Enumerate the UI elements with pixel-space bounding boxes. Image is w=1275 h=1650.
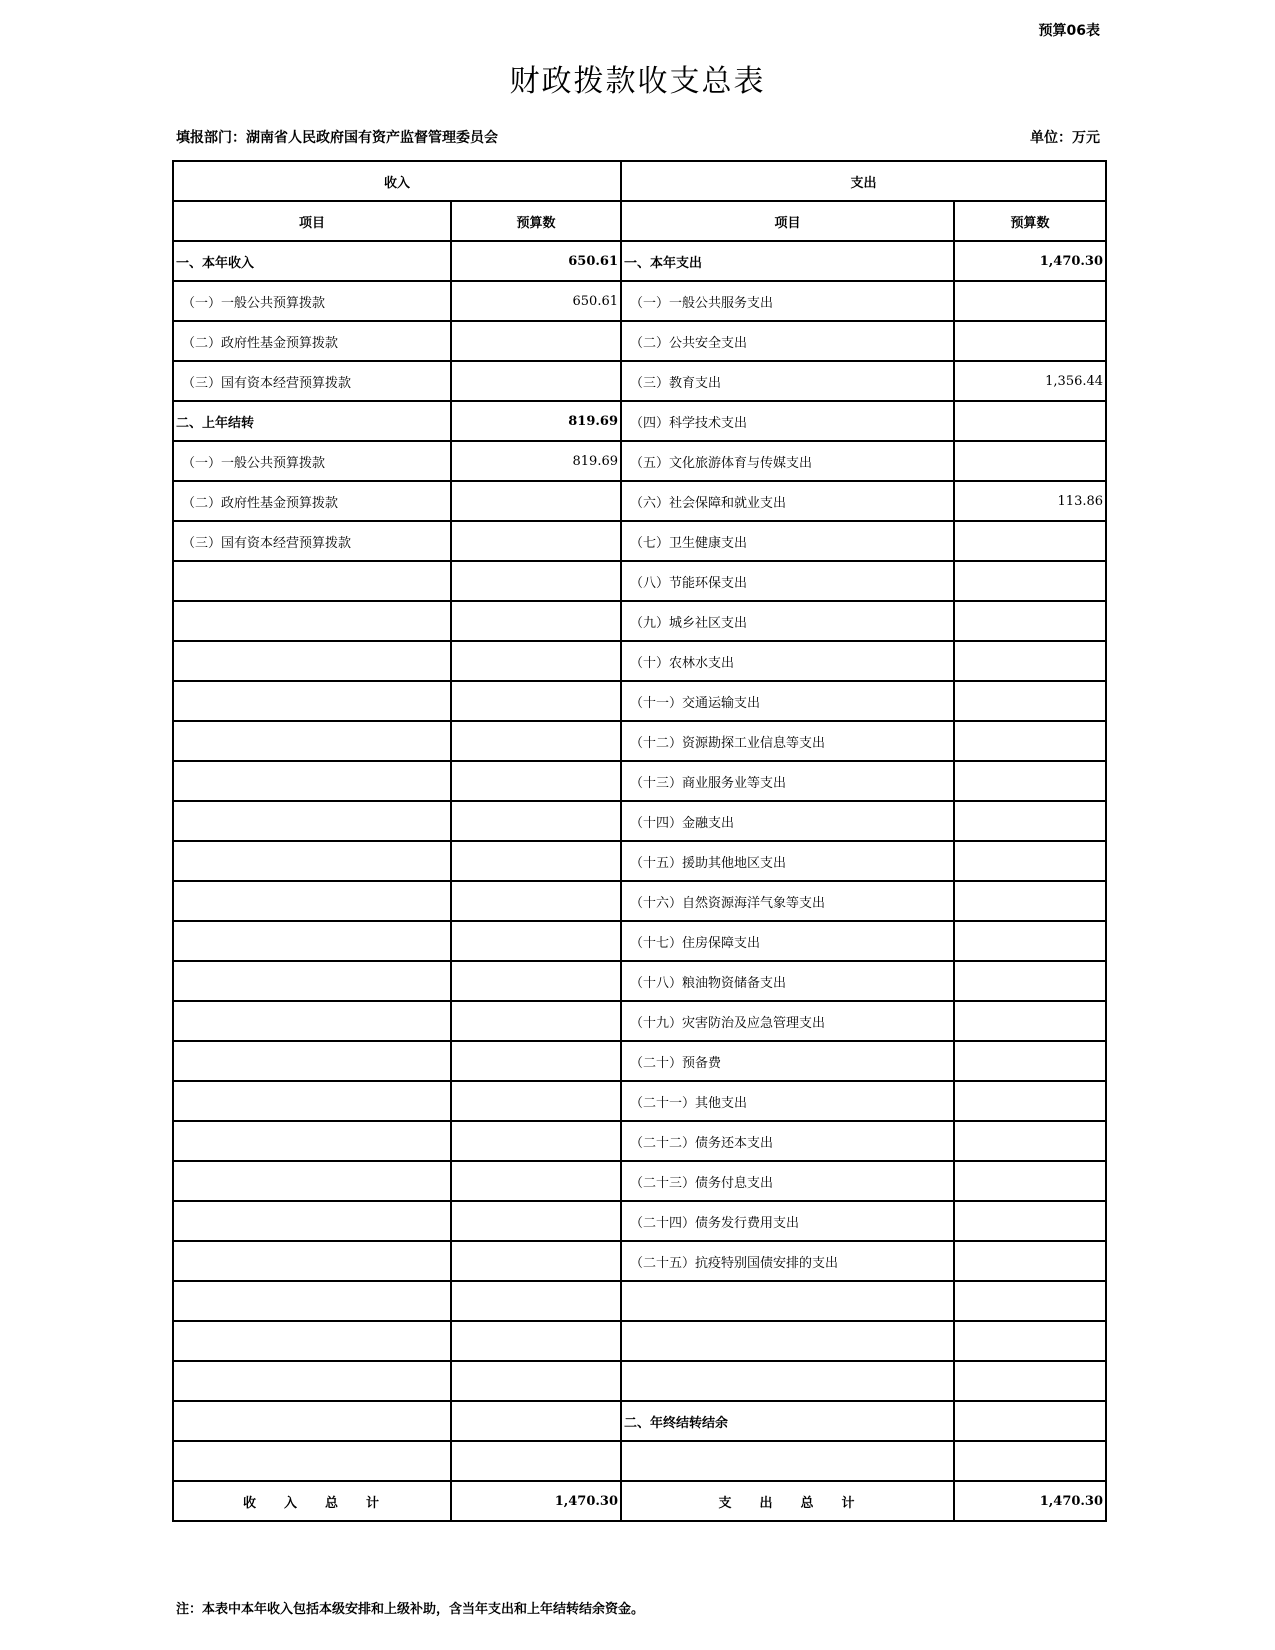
table-row — [173, 881, 1106, 921]
expense-amount-cell: 1,470.30 — [954, 241, 1106, 281]
income-amount-cell — [451, 561, 621, 601]
income-item-cell — [173, 761, 451, 801]
income-item-cell — [173, 1041, 451, 1081]
table-row — [173, 1441, 1106, 1481]
table-row — [173, 1201, 1106, 1241]
expense-amount-cell — [954, 761, 1106, 801]
income-amount-cell — [451, 881, 621, 921]
income-item-cell: （三）国有资本经营预算拨款 — [173, 361, 451, 401]
budget-table — [172, 160, 1107, 1522]
table-row — [173, 321, 1106, 361]
expense-item-cell: （十四）金融支出 — [621, 801, 954, 841]
income-amount-cell — [451, 1361, 621, 1401]
income-item-cell: （二）政府性基金预算拨款 — [173, 321, 451, 361]
expense-section-header: 支出 — [621, 161, 1106, 201]
expense-item-cell: （二十四）债务发行费用支出 — [621, 1201, 954, 1241]
expense-amount-header: 预算数 — [954, 201, 1106, 241]
expense-amount-cell — [954, 601, 1106, 641]
table-row — [173, 1321, 1106, 1361]
expense-item-cell — [621, 1361, 954, 1401]
table-row — [173, 681, 1106, 721]
table-row — [173, 761, 1106, 801]
income-amount-cell — [451, 721, 621, 761]
income-amount-cell: 650.61 — [451, 241, 621, 281]
expense-item-cell: （四）科学技术支出 — [621, 401, 954, 441]
income-amount-cell — [451, 641, 621, 681]
table-row — [173, 1361, 1106, 1401]
income-item-cell — [173, 801, 451, 841]
expense-item-header: 项目 — [621, 201, 954, 241]
income-item-cell — [173, 1081, 451, 1121]
expense-amount-cell — [954, 881, 1106, 921]
income-item-cell — [173, 1281, 451, 1321]
income-item-cell — [173, 961, 451, 1001]
expense-item-cell: （八）节能环保支出 — [621, 561, 954, 601]
income-amount-cell — [451, 1281, 621, 1321]
expense-item-cell: （十七）住房保障支出 — [621, 921, 954, 961]
income-amount-cell — [451, 761, 621, 801]
expense-amount-cell — [954, 1241, 1106, 1281]
expense-item-cell: （二十二）债务还本支出 — [621, 1121, 954, 1161]
expense-item-cell: （二十）预备费 — [621, 1041, 954, 1081]
expense-amount-cell — [954, 1081, 1106, 1121]
income-amount-cell — [451, 921, 621, 961]
income-item-cell: 二、上年结转 — [173, 401, 451, 441]
expense-item-cell: （十五）援助其他地区支出 — [621, 841, 954, 881]
income-amount-header: 预算数 — [451, 201, 621, 241]
income-item-cell: （一）一般公共预算拨款 — [173, 441, 451, 481]
income-amount-cell: 650.61 — [451, 281, 621, 321]
table-row — [173, 721, 1106, 761]
income-item-cell — [173, 1361, 451, 1401]
income-item-cell — [173, 1201, 451, 1241]
expense-amount-cell — [954, 1281, 1106, 1321]
expense-item-cell — [621, 1321, 954, 1361]
expense-item-cell — [621, 1441, 954, 1481]
expense-amount-cell — [954, 521, 1106, 561]
expense-amount-cell — [954, 1321, 1106, 1361]
income-item-cell: （三）国有资本经营预算拨款 — [173, 521, 451, 561]
table-row — [173, 1161, 1106, 1201]
income-amount-cell — [451, 601, 621, 641]
table-row — [173, 481, 1106, 521]
table-row — [173, 1041, 1106, 1081]
income-item-cell — [173, 1001, 451, 1041]
expense-item-cell: 一、本年支出 — [621, 241, 954, 281]
expense-item-cell: （十六）自然资源海洋气象等支出 — [621, 881, 954, 921]
income-item-cell: （二）政府性基金预算拨款 — [173, 481, 451, 521]
income-amount-cell — [451, 1401, 621, 1441]
income-item-cell — [173, 1321, 451, 1361]
table-row — [173, 1281, 1106, 1321]
income-amount-cell — [451, 1001, 621, 1041]
expense-amount-cell — [954, 441, 1106, 481]
expense-item-cell: （十二）资源勘探工业信息等支出 — [621, 721, 954, 761]
table-row — [173, 961, 1106, 1001]
table-row — [173, 1081, 1106, 1121]
income-item-cell — [173, 601, 451, 641]
income-item-cell: 一、本年收入 — [173, 241, 451, 281]
expense-item-cell: （十九）灾害防治及应急管理支出 — [621, 1001, 954, 1041]
income-amount-cell — [451, 1121, 621, 1161]
expense-item-cell: （九）城乡社区支出 — [621, 601, 954, 641]
income-item-cell — [173, 1161, 451, 1201]
expense-amount-cell — [954, 1161, 1106, 1201]
income-amount-cell — [451, 961, 621, 1001]
expense-item-cell: （三）教育支出 — [621, 361, 954, 401]
income-amount-cell — [451, 1041, 621, 1081]
expense-amount-cell — [954, 1001, 1106, 1041]
income-amount-cell — [451, 1441, 621, 1481]
expense-amount-cell — [954, 681, 1106, 721]
table-code: 预算06表 — [1038, 23, 1100, 39]
expense-item-cell: （十八）粮油物资储备支出 — [621, 961, 954, 1001]
table-row — [173, 281, 1106, 321]
page-title: 财政拨款收支总表 — [509, 64, 766, 99]
footnote: 注：本表中本年收入包括本级安排和上级补助，含当年支出和上年结转结余资金。 — [176, 1602, 645, 1617]
income-item-cell — [173, 681, 451, 721]
table-row — [173, 1001, 1106, 1041]
income-amount-cell — [451, 681, 621, 721]
expense-item-cell: （七）卫生健康支出 — [621, 521, 954, 561]
expense-amount-cell — [954, 281, 1106, 321]
income-item-cell — [173, 1121, 451, 1161]
expense-item-cell: （二十三）债务付息支出 — [621, 1161, 954, 1201]
expense-item-cell: （二十五）抗疫特别国债安排的支出 — [621, 1241, 954, 1281]
department-label: 填报部门：湖南省人民政府国有资产监督管理委员会 — [176, 130, 498, 146]
expense-item-cell: （十三）商业服务业等支出 — [621, 761, 954, 801]
expense-item-cell: （十）农林水支出 — [621, 641, 954, 681]
expense-amount-cell — [954, 1201, 1106, 1241]
income-amount-cell — [451, 521, 621, 561]
table-row — [173, 561, 1106, 601]
table-row — [173, 801, 1106, 841]
expense-amount-cell — [954, 561, 1106, 601]
expense-amount-cell: 113.86 — [954, 481, 1106, 521]
expense-item-cell: （二十一）其他支出 — [621, 1081, 954, 1121]
income-item-cell — [173, 561, 451, 601]
table-row — [173, 521, 1106, 561]
table-row — [173, 361, 1106, 401]
income-item-cell — [173, 841, 451, 881]
totals-row — [173, 1481, 1106, 1521]
expense-amount-cell — [954, 321, 1106, 361]
income-amount-cell: 819.69 — [451, 401, 621, 441]
expense-amount-cell — [954, 921, 1106, 961]
income-amount-cell — [451, 481, 621, 521]
income-item-cell — [173, 921, 451, 961]
expense-amount-cell — [954, 1041, 1106, 1081]
income-amount-cell — [451, 1161, 621, 1201]
income-total-amount: 1,470.30 — [451, 1481, 621, 1521]
table-row — [173, 441, 1106, 481]
expense-amount-cell — [954, 401, 1106, 441]
income-total-label: 收入总计 — [173, 1481, 451, 1521]
expense-total-label: 支出总计 — [621, 1481, 954, 1521]
table-row — [173, 1241, 1106, 1281]
expense-item-cell: （五）文化旅游体育与传媒支出 — [621, 441, 954, 481]
expense-amount-cell — [954, 641, 1106, 681]
table-row — [173, 401, 1106, 441]
income-item-cell — [173, 881, 451, 921]
expense-item-cell: （十一）交通运输支出 — [621, 681, 954, 721]
income-item-cell — [173, 1241, 451, 1281]
expense-amount-cell — [954, 1441, 1106, 1481]
income-item-cell — [173, 1441, 451, 1481]
income-item-cell — [173, 641, 451, 681]
income-item-cell — [173, 1401, 451, 1441]
expense-item-cell: （二）公共安全支出 — [621, 321, 954, 361]
income-amount-cell — [451, 1241, 621, 1281]
income-amount-cell — [451, 841, 621, 881]
table-row — [173, 921, 1106, 961]
income-amount-cell — [451, 1081, 621, 1121]
income-amount-cell — [451, 1201, 621, 1241]
table-row — [173, 601, 1106, 641]
unit-label: 单位：万元 — [1030, 130, 1100, 146]
table-row — [173, 841, 1106, 881]
income-amount-cell — [451, 361, 621, 401]
expense-total-amount: 1,470.30 — [954, 1481, 1106, 1521]
expense-amount-cell — [954, 961, 1106, 1001]
table-row — [173, 241, 1106, 281]
expense-amount-cell — [954, 841, 1106, 881]
expense-item-cell: （六）社会保障和就业支出 — [621, 481, 954, 521]
income-item-cell: （一）一般公共预算拨款 — [173, 281, 451, 321]
expense-amount-cell — [954, 1401, 1106, 1441]
expense-amount-cell — [954, 721, 1106, 761]
expense-amount-cell: 1,356.44 — [954, 361, 1106, 401]
expense-item-cell — [621, 1281, 954, 1321]
table-row — [173, 1121, 1106, 1161]
expense-item-cell: （一）一般公共服务支出 — [621, 281, 954, 321]
income-amount-cell — [451, 321, 621, 361]
income-section-header: 收入 — [173, 161, 621, 201]
income-amount-cell: 819.69 — [451, 441, 621, 481]
income-amount-cell — [451, 1321, 621, 1361]
expense-item-cell: 二、年终结转结余 — [621, 1401, 954, 1441]
income-item-header: 项目 — [173, 201, 451, 241]
expense-amount-cell — [954, 801, 1106, 841]
income-item-cell — [173, 721, 451, 761]
income-amount-cell — [451, 801, 621, 841]
table-row — [173, 641, 1106, 681]
expense-amount-cell — [954, 1121, 1106, 1161]
table-row — [173, 1401, 1106, 1441]
expense-amount-cell — [954, 1361, 1106, 1401]
